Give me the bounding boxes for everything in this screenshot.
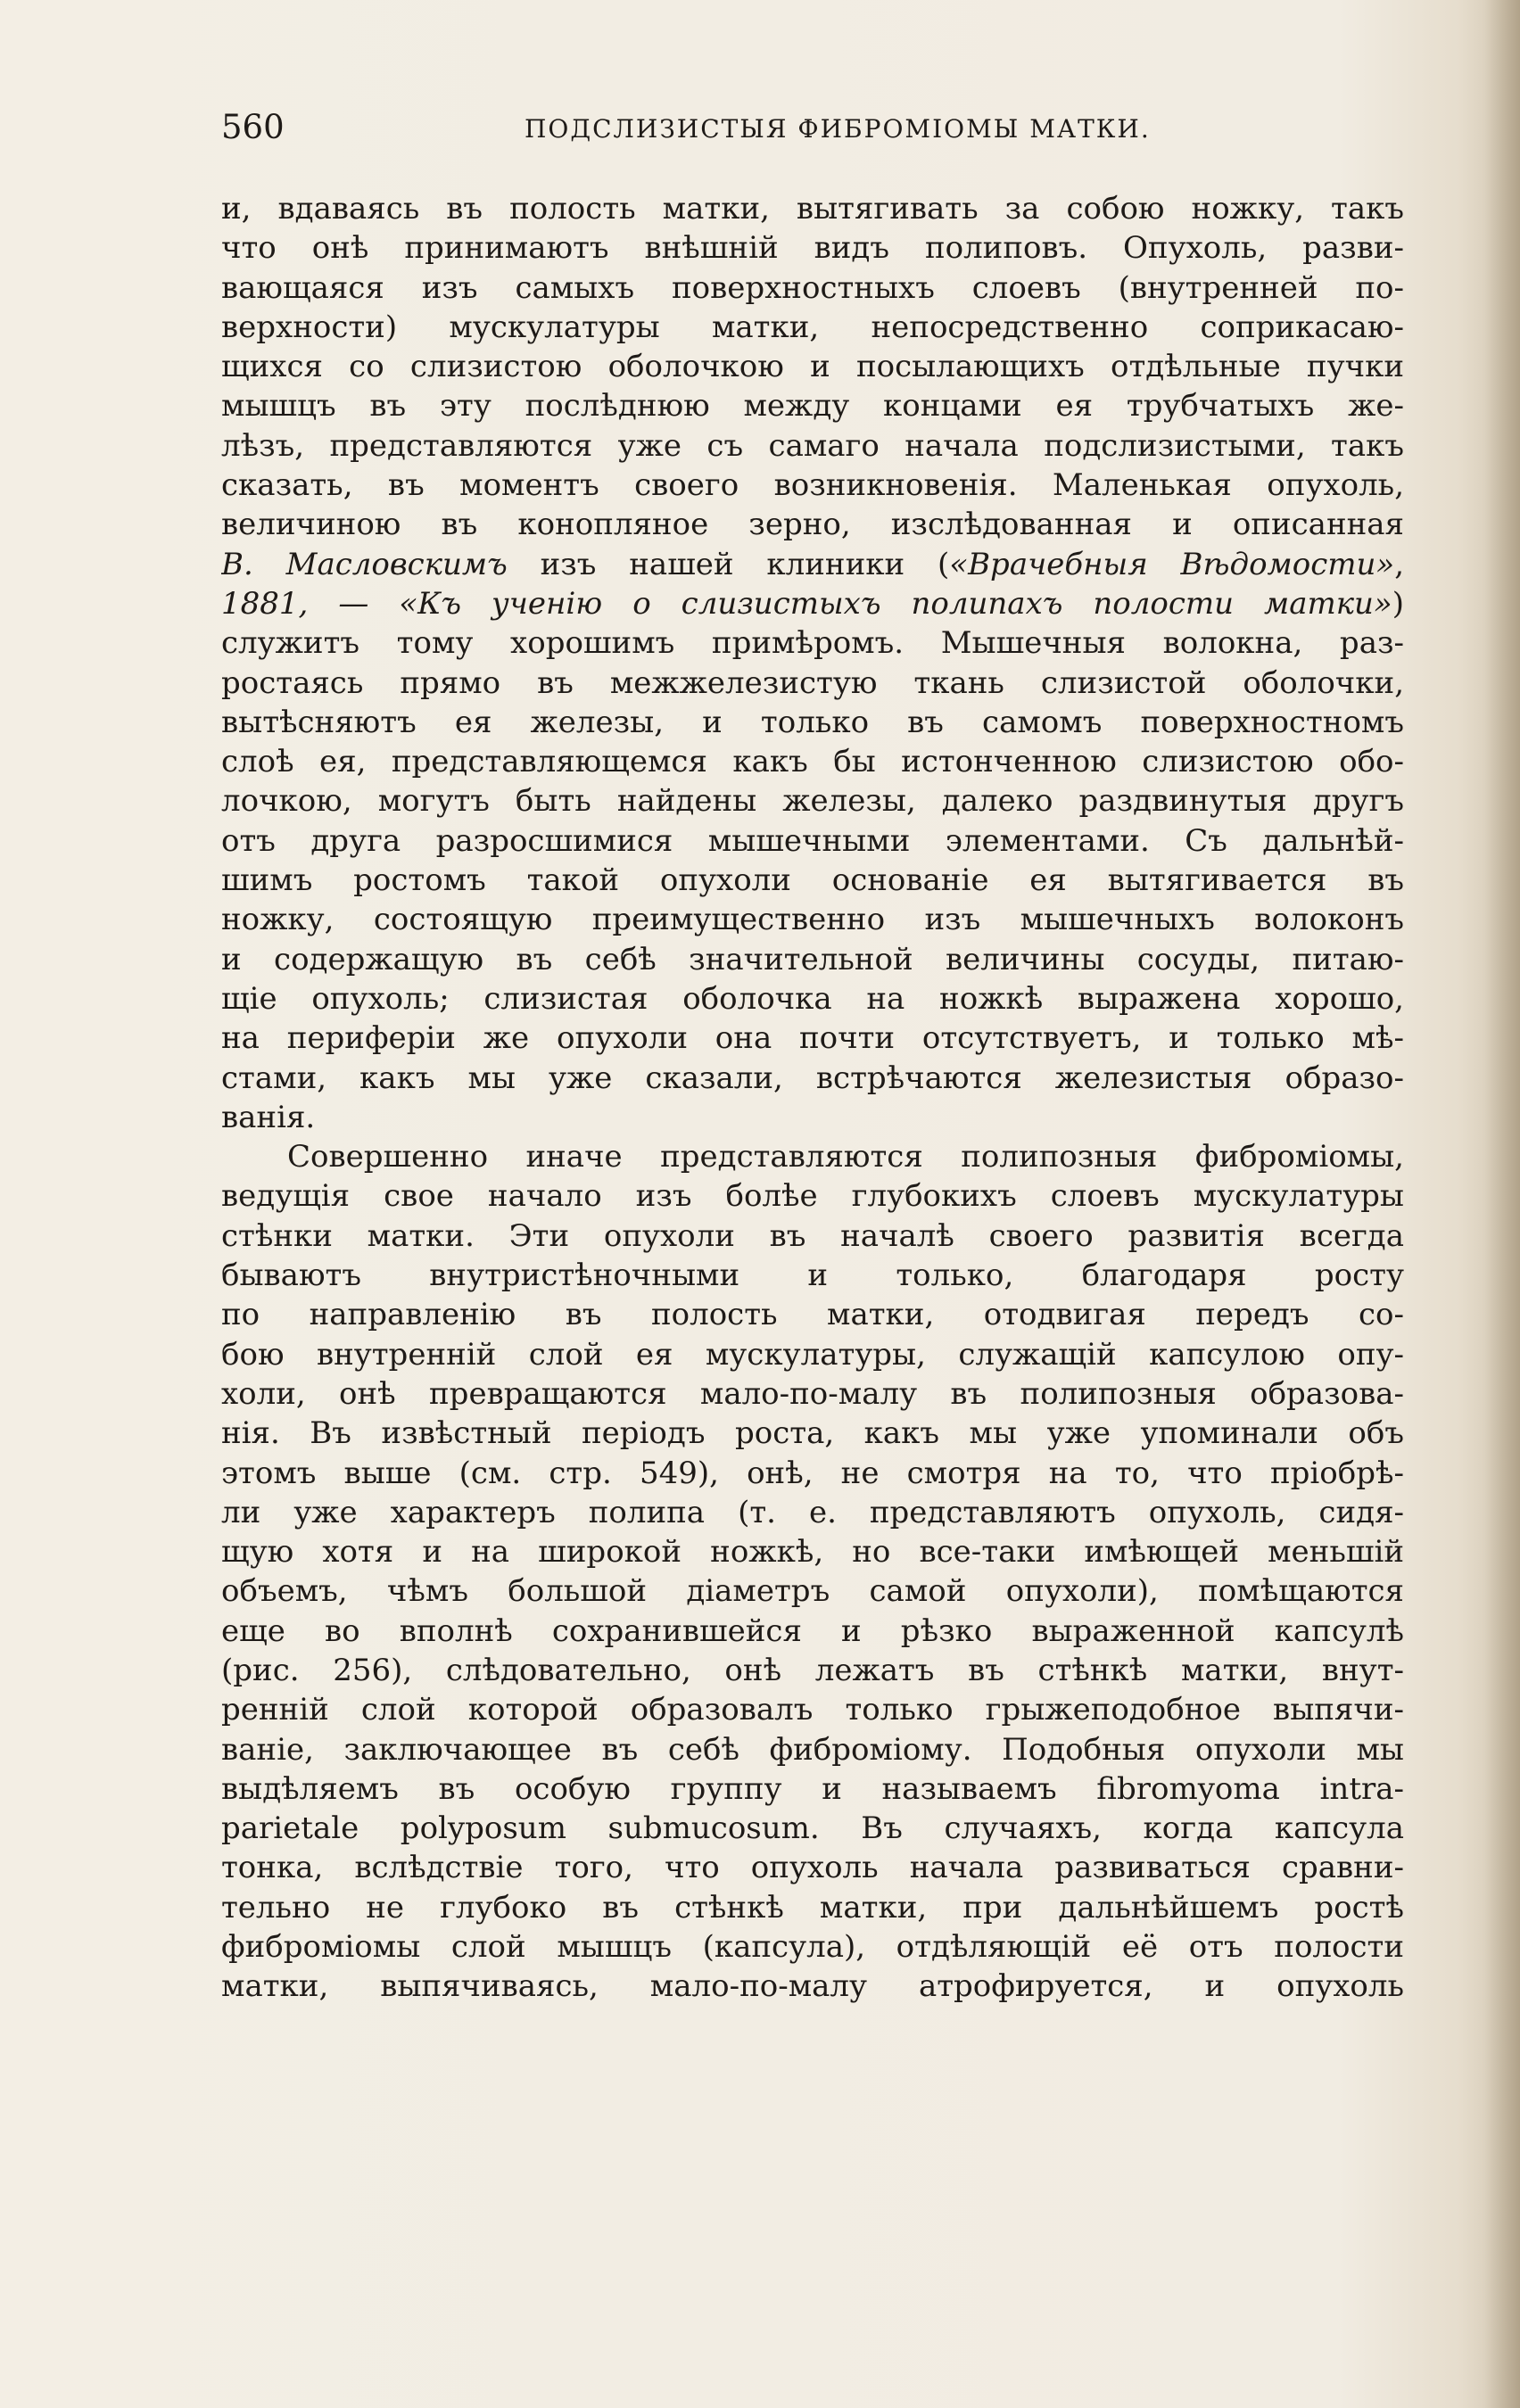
text-line: еще во вполнѣ сохранившейся и рѣзко выраженной капсулѣ xyxy=(221,1612,1404,1649)
text-line: по направленію въ полость матки, отодвигая передъ со- xyxy=(221,1297,1404,1333)
text-line: ренній слой которой образовалъ только грыжеподобное выпячи- xyxy=(221,1692,1404,1728)
citation-close: ) xyxy=(1392,585,1404,622)
text-line: тельно не глубоко въ стѣнкѣ матки, при дальнѣйшемъ ростѣ xyxy=(221,1889,1404,1926)
text-line: ванія. xyxy=(221,1099,316,1135)
text-line: матки, выпячиваясь, мало-по-малу атрофируется, и опухоль xyxy=(221,1968,1404,2005)
paragraph-first-line: Совершенно иначе представляются полипозныя фиброміомы, xyxy=(287,1139,1404,1175)
text-line: нія. Въ извѣстный періодъ роста, какъ мы уже упоминали объ xyxy=(221,1415,1404,1452)
text-line: на периферіи же опухоли она почти отсутствуетъ, и только мѣ- xyxy=(221,1020,1404,1057)
text-line-citation xyxy=(221,584,1404,623)
article-title: 1881, — «Къ ученію о слизистыхъ полипахъ полости матки» xyxy=(221,585,1392,622)
text-line: верхности) мускулатуры матки, непосредственно соприкасаю- xyxy=(221,309,1404,345)
citation-text: изъ нашей клиники ( xyxy=(507,546,950,582)
text-line: фиброміомы слой мышцъ (капсула), отдѣляющій её отъ полости xyxy=(221,1929,1404,1966)
text-line: вающаяся изъ самыхъ поверхностныхъ слоевъ (внутренней по- xyxy=(221,269,1404,306)
text-line: холи, онѣ превращаются мало-по-малу въ полипозныя образова- xyxy=(221,1375,1404,1412)
text-line: слоѣ ея, представляющемся какъ бы истонченною слизистою обо- xyxy=(221,744,1404,780)
text-line: тонка, вслѣдствіе того, что опухоль начала развиваться сравни- xyxy=(221,1850,1404,1886)
text-line: лочкою, могутъ быть найдены железы, далеко раздвинутыя другъ xyxy=(221,783,1404,820)
text-line: служитъ тому хорошимъ примѣромъ. Мышечныя волокна, раз- xyxy=(221,625,1404,662)
text-line: вытѣсняютъ ея железы, и только въ самомъ поверхностномъ xyxy=(221,704,1404,740)
text-line: ваніе, заключающее въ себѣ фиброміому. Подобныя опухоли мы xyxy=(221,1731,1404,1768)
text-line: величиною въ конопляное зерно, изслѣдованная и описанная xyxy=(221,507,1404,543)
text-line: лѣзъ, представляются уже съ самаго начала подслизистыми, такъ xyxy=(221,427,1404,464)
text-line: и содержащую въ себѣ значительной величины сосуды, питаю- xyxy=(221,941,1404,977)
text-line: этомъ выше (см. стр. 549), онѣ, не смотря на то, что пріобрѣ- xyxy=(221,1455,1404,1491)
body-text xyxy=(221,189,1404,2007)
text-line: объемъ, чѣмъ большой діаметръ самой опухоли), помѣщаются xyxy=(221,1573,1404,1610)
author-name: В. Масловскимъ xyxy=(221,546,508,582)
text-line: parietale polyposum submucosum. Въ случаяхъ, когда капсула xyxy=(221,1810,1404,1847)
spine-shadow xyxy=(1484,0,1520,2408)
text-line: шимъ ростомъ такой опухоли основаніе ея вытягивается въ xyxy=(221,862,1404,899)
page-header xyxy=(221,105,1399,150)
text-line: выдѣляемъ въ особую группу и называемъ fibromyoma intra- xyxy=(221,1770,1404,1807)
text-line: сказать, въ моментъ своего возникновенія. Маленькая опухоль, xyxy=(221,467,1404,504)
text-line: и, вдаваясь въ полость матки, вытягивать за собою ножку, такъ xyxy=(221,191,1404,227)
text-line: ли уже характеръ полипа (т. е. представляютъ опухоль, сидя- xyxy=(221,1494,1404,1530)
text-line: щіе опухоль; слизистая оболочка на ножкѣ выражена хорошо, xyxy=(221,980,1404,1017)
text-line: мышцъ въ эту послѣднюю между концами ея трубчатыхъ же- xyxy=(221,388,1404,425)
text-line: щую хотя и на широкой ножкѣ, но все-таки имѣющей меньшій xyxy=(221,1534,1404,1571)
text-line-citation xyxy=(221,545,1404,584)
text-line: ростаясь прямо въ межжелезистую ткань слизистой оболочки, xyxy=(221,664,1404,701)
text-line: стами, какъ мы уже сказали, встрѣчаются железистыя образо- xyxy=(221,1060,1404,1096)
text-line: бываютъ внутристѣночными и только, благодаря росту xyxy=(221,1258,1404,1294)
citation-comma: , xyxy=(1394,546,1404,582)
text-line: что онѣ принимаютъ внѣшній видъ полиповъ. Опухоль, разви- xyxy=(221,230,1404,267)
text-line: ведущія свое начало изъ болѣе глубокихъ слоевъ мускулатуры xyxy=(221,1178,1404,1215)
text-line: щихся со слизистою оболочкою и посылающихъ отдѣльные пучки xyxy=(221,349,1404,385)
text-line: стѣнки матки. Эти опухоли въ началѣ своего развитія всегда xyxy=(221,1217,1404,1254)
text-line: ножку, состоящую преимущественно изъ мышечныхъ волоконъ xyxy=(221,902,1404,938)
journal-title: «Врачебныя Вѣдомости» xyxy=(949,546,1395,582)
running-title: ПОДСЛИЗИСТЫЯ ФИБРОМІОМЫ МАТКИ. xyxy=(525,114,1151,144)
text-line: (рис. 256), слѣдовательно, онѣ лежатъ въ стѣнкѣ матки, внут- xyxy=(221,1652,1404,1688)
page-number: 560 xyxy=(221,108,285,146)
text-line: отъ друга разросшимися мышечными элементами. Съ дальнѣй- xyxy=(221,822,1404,859)
text-line: бою внутренній слой ея мускулатуры, служащій капсулою опу- xyxy=(221,1336,1404,1373)
